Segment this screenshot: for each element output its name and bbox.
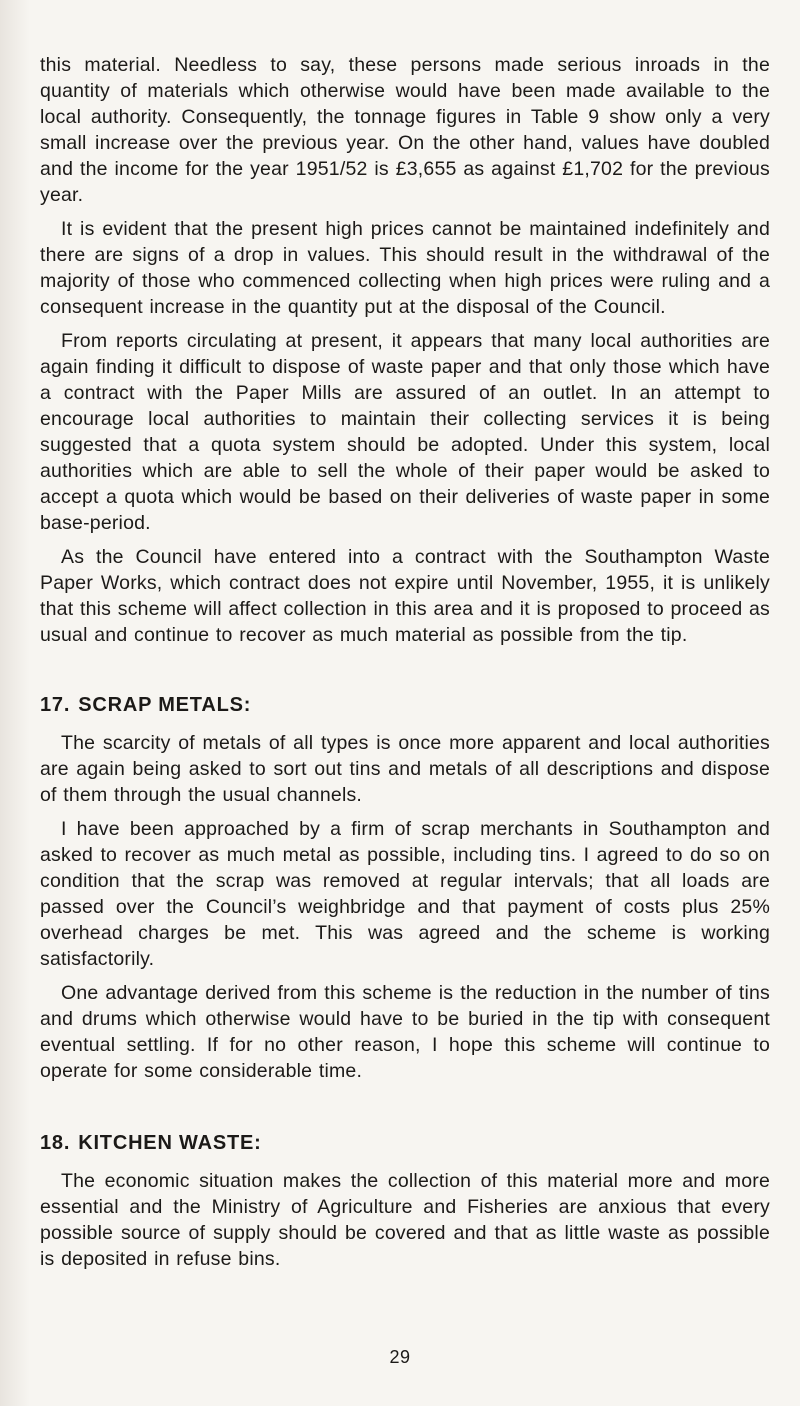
paragraph-kitchen-waste: The economic situation makes the collection of this material more and more essential and the Ministry of Agriculture and Fisheries are anxious that every possible source of supply should be covered and that as little waste as possible is deposited in refuse bins. (40, 1170, 770, 1270)
page-edge-shadow (0, 0, 30, 1406)
page-number: 29 (389, 1347, 411, 1367)
section-title: SCRAP METALS: (78, 694, 252, 716)
paragraph-scrap-scarcity: The scarcity of metals of all types is once more apparent and local authorities are again being asked to sort out tins and metals of all descriptions and dispose of them through the usual channels. (40, 732, 770, 806)
section-number: 17. (40, 694, 71, 716)
paragraph-scrap-advantage: One advantage derived from this scheme is the reduction in the number of tins and drums which otherwise would have to be buried in the tip with consequent eventual settling. If for no other reason, I hope this scheme will continue to operate for some considerable time. (40, 982, 770, 1082)
paragraph-southampton-contract: As the Council have entered into a contract with the Southampton Waste Paper Works, which contract does not expire until November, 1955, it is unlikely that this scheme will affect collection in this area and it is proposed to proceed as usual and continue to recover as much material as possible from the tip. (40, 546, 770, 646)
paragraph-quota-system: From reports circulating at present, it appears that many local authorities are again finding it difficult to dispose of waste paper and that only those which have a contract with the Paper Mills are assured of an outlet. In an attempt to encourage local authorities to maintain their collecting services it is being suggested that a quota system should be adopted. Under this system, local authorities which are able to sell the whole of their paper would be asked to accept a quota which would be based on their deliveries of waste paper in some base-period. (40, 330, 770, 534)
paragraph-scrap-merchants: I have been approached by a firm of scrap merchants in Southampton and asked to recover as much metal as possible, including tins. I agreed to do so on condition that the scrap was removed at regular intervals; that all loads are passed over the Council’s weighbridge and that payment of costs plus 25% overhead charges be met. This was agreed and the scheme is working satisfactorily. (40, 818, 770, 970)
section-heading-kitchen-waste (40, 1130, 770, 1156)
paragraph-high-prices: It is evident that the present high prices cannot be maintained indefinitely and there are signs of a drop in values. This should result in the withdrawal of the majority of those who commenced collecting when high prices were ruling and a consequent increase in the quantity put at the disposal of the Council. (40, 218, 770, 318)
paragraph-intro-continued: this material. Needless to say, these persons made serious inroads in the quantity of materials which otherwise would have been made available to the local authority. Consequently, the tonnage figures in Table 9 show only a very small increase over the previous year. On the other hand, values have doubled and the income for the year 1951/52 is £3,655 as against £1,702 for the previous year. (40, 54, 770, 206)
section-number: 18. (40, 1132, 71, 1154)
section-heading-scrap-metals (40, 692, 770, 718)
document-body (40, 52, 770, 1280)
section-title: KITCHEN WASTE: (78, 1132, 262, 1154)
